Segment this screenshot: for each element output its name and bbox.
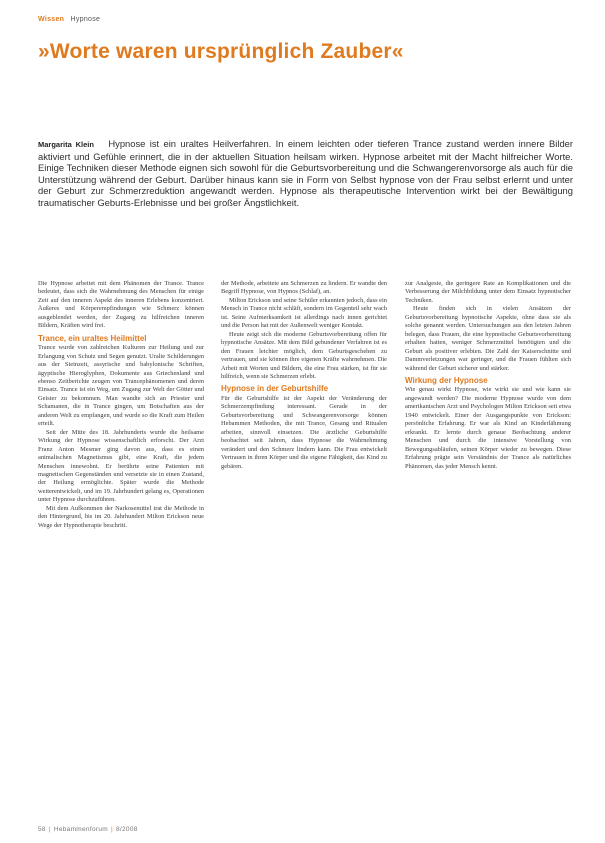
body-paragraph: Wie genau wirkt Hypnose, wie wirkt sie und wie kann sie angewandt werden? Die moderne Hypnose wurde von dem amerikanischen Arzt und Psychologen Milton Erickson seit etwa 1940 entwickelt. Einer der Ausgangspunkte von Erickson: persönliche Erfahrung. Er war als Kind an Kinderlähmung erkrankt. Er lernte durch genaue Beobachtung anderer Menschen und durch die intensive Vorstellung von Bewegungsabläufen, seinen Körper wieder zu bewegen. Diese Erfahrung prägte sein Verständnis der Trance als natürliches Phänomen, das jeder Mensch kennt. <box>405 386 571 470</box>
magazine-name: Hebammenforum <box>53 826 108 833</box>
page-footer: 58 | Hebammenforum | 8/2008 <box>38 826 138 833</box>
subheading: Wirkung der Hypnose <box>405 375 488 385</box>
page-number: 58 <box>38 826 46 833</box>
article-title: »Worte waren ursprünglich Zauber« <box>38 40 404 63</box>
body-paragraph: Trance wurde von zahlreichen Kulturen zur Heilung und zur Erlangung von Schutz und Segen genutzt. Uralte Schilderungen aus der Steinzeit, assyrische und babylonische Schriften, ägyptische Hieroglyphen, Dokumente aus Griechenland und ebenso Zeitberichte zeugen von Trancephänomenen und deren Einsatz. Trance ist ein Weg, um Zugang zur Welt der Götter und Geister zu bekommen. Man wandte sich an Priester und Schamanen, die in Trance gingen, um Botschaften aus der anderen Welt zu empfangen, und wurde so die Kraft zum Heilen erteilt. <box>38 344 204 428</box>
author-name: Margarita Klein <box>38 140 94 149</box>
body-paragraph: Heute finden sich in vielen Ansätzen der Geburtsvorbereitung hypnotische Aspekte, ohne dass sie als solche genannt werden. Untersuchungen aus den letzten Jahren belegen, dass Frauen, die eine hypnotische Geburtsvorbereitung erhalten hatten, weniger Schmerzmittel benötigten und die Geburt als positiver erlebten. Die Zahl der Kaiserschnitte und Dammverletzungen war geringer, und die Frauen fühlten sich während der Geburt sicherer und stärker. <box>405 305 571 372</box>
body-paragraph: der Methode, arbeitete am Schmerzen zu lindern. Er wandte den Begriff Hypnose, von Hypnos (Schlaf), an. <box>221 280 387 296</box>
body-paragraph: Für die Geburtshilfe ist der Aspekt der Veränderung der Schmerzempfindung interessant. Gerade in der Geburtsvorbereitung und Schwangerenvorsorge können Hebammen Methoden, die mit Trance, Gesang und Ritualen arbeiten, sinnvoll einsetzen. Die ärztliche Geburtshilfe beobachtet seit Jahren, dass Hypnose die Wahrnehmung verändert und den Schmerz lindern kann. Die Frau entwickelt Vertrauen in ihren Körper und die eigene Fähigkeit, das Kind zu gebären. <box>221 394 387 470</box>
body-paragraph: Mit dem Aufkommen der Narkosemittel trat die Methode in den Hintergrund, bis im 20. Jahrhundert Milton Erickson neue Wege der Hypnotherapie beschritt. <box>38 504 204 529</box>
section-label: Wissen <box>38 16 65 23</box>
article-lead <box>38 138 573 209</box>
body-paragraph: Milton Erickson und seine Schüler erkannten jedoch, dass ein Mensch in Trance nicht schläft, sondern im Gegenteil sehr wach ist. Seine Aufmerksamkeit ist allerdings nach innen gerichtet und die Person hat mit der Außenwelt weniger Kontakt. <box>221 296 387 330</box>
text-column-3 <box>405 280 571 471</box>
issue-number: 8/2008 <box>115 826 138 833</box>
body-paragraph: Seit der Mitte des 18. Jahrhunderts wurde die heilsame Wirkung der Hypnose wissenschaftlich erforscht. Der Arzt Franz Anton Mesmer ging davon aus, dass es einen animalischen Magnetismus gibt, eine Kraft, die jedem Menschen innewohnt. Er berührte seine Patienten mit magnetischen Gegenständen und versetzte sie in einen Zustand, der Heilung ermöglichte. Später wurde die Methode weiterentwickelt, und im 19. Jahrhundert gelang es, Operationen unter Hypnose durchzuführen. <box>38 428 204 504</box>
text-column-2 <box>221 280 387 471</box>
subheading: Trance, ein uraltes Heilmittel <box>38 333 147 343</box>
text-column-1 <box>38 280 204 530</box>
body-paragraph: zur Analgesie, die geringere Rate an Komplikationen und die Verbesserung der Milchbildung unter dem Einsatz hypnotischer Techniken. <box>405 280 571 304</box>
body-paragraph: Heute zeigt sich die moderne Geburtsvorbereitung offen für hypnotische Ansätze. Mit dem Bild gebundener Verfahren ist es den Frauen leichter möglich, dem Geburtsgeschehen zu vertrauen, und sie können ihre eigenen Kräfte wahrnehmen. Die Arbeit mit Worten und Bildern, die eine Frau stärken, ist für sie hilfreich, wenn sie Schmerzen erlebt. <box>221 330 387 380</box>
lead-text: Hypnose ist ein uraltes Heilverfahren. In einem leichten oder tieferen Trance zustand werden innere Bilder aktiviert und Gefühle erinnert, die in der aktuellen Situation heilsam wirken. Hypnose arbeitet mit der Macht hilfreicher Worte. Einige Techniken dieser Methode eignen sich sowohl für die Geburtsvorbereitung und die Schwangerenvorsorge als auch für die Unterstützung während der Geburt. Darüber hinaus kann sie in Form von Selbst hypnose von der Frau selbst erlernt und unter der Geburt zur Schmerzreduktion angewandt werden. Hypnose als therapeutische Intervention wirkt bei der Bewältigung traumatischer Geburts-Erlebnisse und bei großer Ängstlichkeit. <box>38 138 574 208</box>
body-paragraph: Die Hypnose arbeitet mit dem Phänomen der Trance. Trance bedeutet, dass sich die Wahrnehmung des Menschen für einige Zeit auf den inneren Aspekt des inneren Erlebens konzentriert. Äußeres und Körperempfindungen wie Schmerz können ausgeblendet werden, der Zugang zu hilfreichen inneren Bildern, Kräften wird frei. <box>38 280 204 330</box>
section-header <box>38 16 100 23</box>
subsection-label: Hypnose <box>70 16 101 23</box>
subheading: Hypnose in der Geburtshilfe <box>221 384 329 394</box>
